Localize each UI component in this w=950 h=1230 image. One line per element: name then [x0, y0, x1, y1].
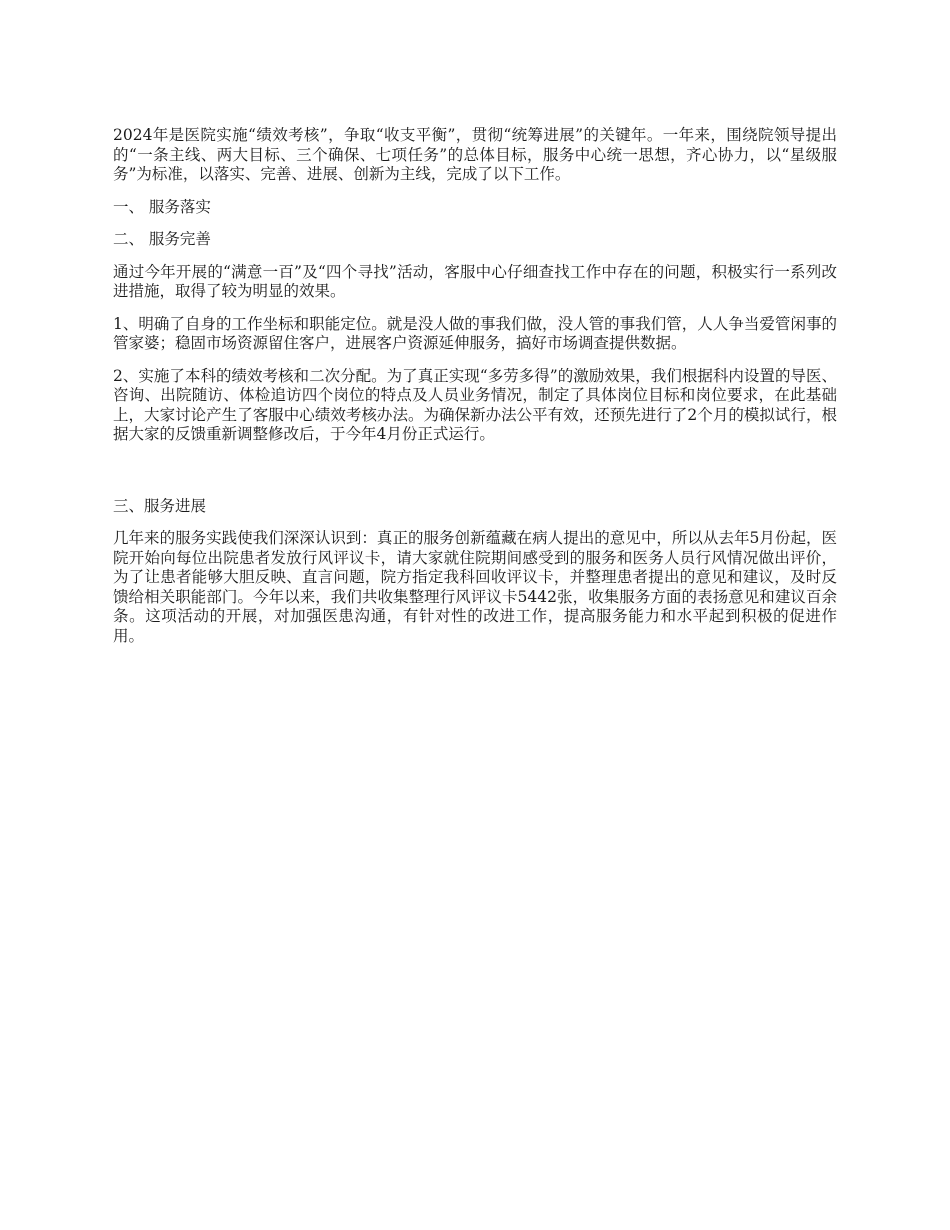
- spacer: [113, 458, 837, 497]
- document-page: [113, 126, 837, 659]
- list-item-2: 2、实施了本科的绩效考核和二次分配。为了真正实现“多劳多得”的激励效果，我们根据科内设置的导医、咨询、出院随访、体检追访四个岗位的特点及人员业务情况，制定了具体岗位目标和岗位要求，在此基础上，大家讨论产生了客服中心绩效考核办法。为确保新办法公平有效，还预先进行了2个月的模拟试行，根据大家的反馈重新调整修改后，于今年4月份正式运行。: [113, 366, 837, 443]
- section-heading-service-implementation: 一、 服务落实: [113, 197, 211, 216]
- section-heading-service-improvement: 二、 服务完善: [113, 230, 211, 248]
- intro-paragraph: 2024年是医院实施“绩效考核”，争取“收支平衡”，贯彻“统筹进展”的关键年。一年来，围绕院领导提出的“一条主线、两大目标、三个确保、七项任务”的总体目标，服务中心统一思想，齐心协力，以“星级服务”为标准，以落实、完善、进展、创新为主线，完成了以下工作。: [113, 126, 837, 183]
- section-2-intro-paragraph: 通过今年开展的“满意一百”及“四个寻找”活动，客服中心仔细查找工作中存在的问题，积极实行一系列改进措施，取得了较为明显的效果。: [113, 262, 837, 300]
- section-3-body-paragraph: 几年来的服务实践使我们深深认识到：真正的服务创新蕴藏在病人提出的意见中，所以从去年5月份起，医院开始向每位出院患者发放行风评议卡，请大家就住院期间感受到的服务和医务人员行风情况做出评价，为了让患者能够大胆反映、直言问题，院方指定我科回收评议卡，并整理患者提出的意见和建议，及时反馈给相关职能部门。今年以来，我们共收集整理行风评议卡5442张，收集服务方面的表扬意见和建议百余条。这项活动的开展，对加强医患沟通，有针对性的改进工作，提高服务能力和水平起到积极的促进作用。: [113, 529, 837, 645]
- list-item-1: 1、明确了自身的工作坐标和职能定位。就是没人做的事我们做，没人管的事我们管，人人争当爱管闲事的管家婆；稳固市场资源留住客户，进展客户资源延伸服务，搞好市场调查提供数据。: [113, 314, 837, 352]
- section-heading-service-progress: 三、服务进展: [113, 496, 207, 515]
